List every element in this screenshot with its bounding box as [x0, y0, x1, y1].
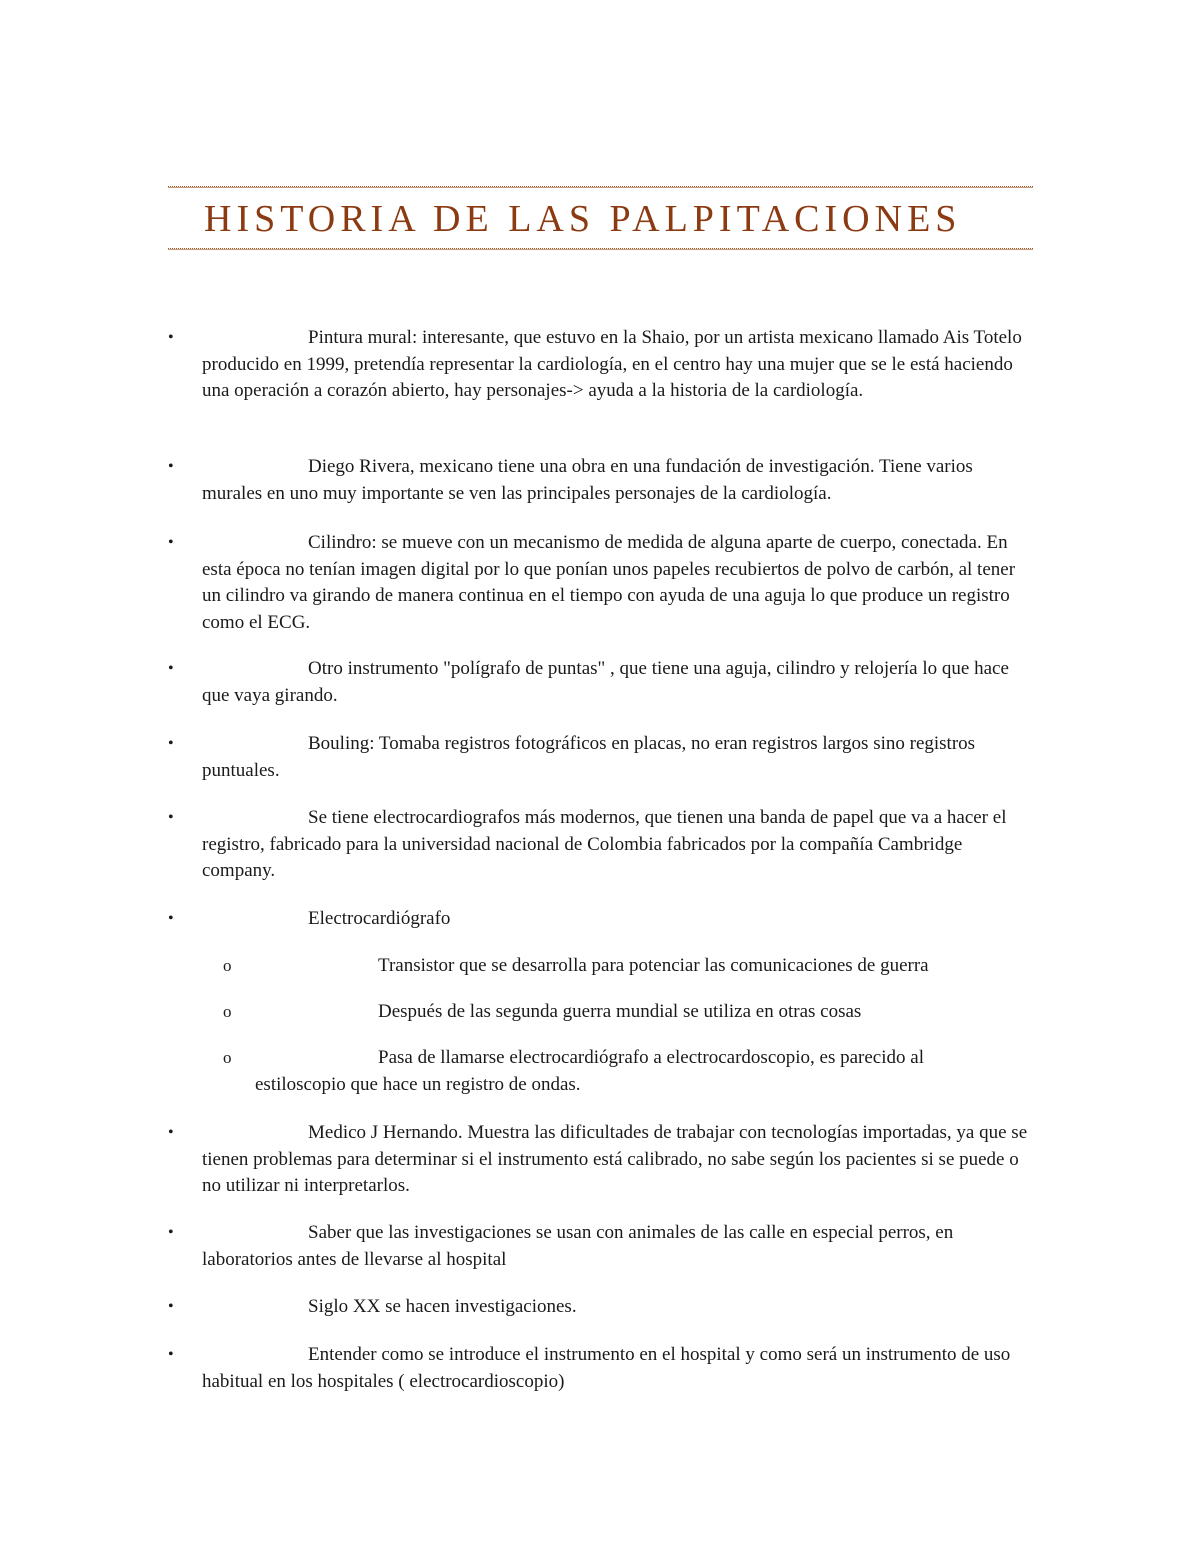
title-block [168, 186, 1033, 250]
list-item-text: Siglo XX se hacen investigaciones. [308, 1296, 577, 1317]
list-item-text: Bouling: Tomaba registros fotográficos en placas, no eran registros largos sino registros puntuales. [202, 733, 976, 781]
page-title: HISTORIA DE LAS PALPITACIONES [204, 198, 962, 240]
list-item-text: Cilindro: se mueve con un mecanismo de medida de alguna aparte de cuerpo, conectada. En esta época no tenían imagen digital por lo que ponían unos papeles recubiertos de polvo de carbón, al tener un cilindro va girando de manera continua en el tiempo con ayuda de una aguja lo que produce un registro como el ECG. [202, 532, 1016, 633]
bullet-icon: • [168, 329, 174, 346]
list-item-text: Otro instrumento "polígrafo de puntas" , que tiene una aguja, cilindro y relojería lo que hace que vaya girando. [202, 658, 1009, 706]
bullet-icon: • [168, 1224, 174, 1241]
list-item-text: Transistor que se desarrolla para potenciar las comunicaciones de guerra [378, 955, 929, 976]
list-item [168, 325, 1032, 405]
list-item-text: Saber que las investigaciones se usan con animales de las calle en especial perros, en laboratorios antes de llevarse al hospital [202, 1222, 954, 1270]
list-item-text: Electrocardiógrafo [308, 908, 451, 929]
list-item [168, 656, 1032, 709]
circle-bullet-icon: o [223, 1002, 232, 1021]
title-top-rule [168, 186, 1033, 188]
list-item [168, 1342, 1032, 1395]
list-item [168, 731, 1032, 784]
bullet-icon: • [168, 534, 174, 551]
circle-bullet-icon: o [223, 956, 232, 975]
circle-bullet-icon: o [223, 1048, 232, 1067]
bullet-icon: • [168, 735, 174, 752]
sub-list-item [223, 1045, 1015, 1098]
bullet-icon: • [168, 809, 174, 826]
list-item-text: Entender como se introduce el instrumento en el hospital y como será un instrumento de uso habitual en los hospitales ( electrocardioscopio) [202, 1344, 1011, 1392]
title-bottom-rule [168, 248, 1033, 250]
list-item [168, 530, 1032, 636]
list-item-text: Pintura mural: interesante, que estuvo en la Shaio, por un artista mexicano llamado Ais Totelo producido en 1999, pretendía representar la cardiología, en el centro hay una mujer que se le está haciendo una operación a corazón abierto, hay personajes-> ayuda a la historia de la cardiología. [202, 327, 1022, 401]
sub-list-item [223, 999, 1015, 1026]
bullet-icon: • [168, 1298, 174, 1315]
list-item [168, 805, 1032, 885]
list-item-text: Diego Rivera, mexicano tiene una obra en una fundación de investigación. Tiene varios murales en uno muy importante se ven las principales personajes de la cardiología. [202, 456, 973, 504]
bullet-icon: • [168, 1124, 174, 1141]
list-item [168, 454, 1032, 507]
list-item-text: Después de las segunda guerra mundial se utiliza en otras cosas [378, 1001, 862, 1022]
list-item-text: Medico J Hernando. Muestra las dificultades de trabajar con tecnologías importadas, ya que se tienen problemas para determinar si el instrumento está calibrado, no sabe según los pacientes si se puede o no utilizar ni interpretarlos. [202, 1122, 1028, 1196]
bullet-icon: • [168, 1346, 174, 1363]
bullet-icon: • [168, 660, 174, 677]
bullet-icon: • [168, 458, 174, 475]
list-item [168, 1120, 1032, 1200]
bullet-icon: • [168, 910, 174, 927]
list-item [168, 1294, 1032, 1321]
list-item [168, 906, 1032, 933]
sub-list-item [223, 953, 1015, 980]
list-item [168, 1220, 1032, 1273]
list-item-text: Pasa de llamarse electrocardiógrafo a electrocardoscopio, es parecido al estiloscopio que hace un registro de ondas. [255, 1047, 924, 1095]
list-item-text: Se tiene electrocardiografos más modernos, que tienen una banda de papel que va a hacer el registro, fabricado para la universidad nacional de Colombia fabricados por la compañía Cambridge company. [202, 807, 1007, 881]
